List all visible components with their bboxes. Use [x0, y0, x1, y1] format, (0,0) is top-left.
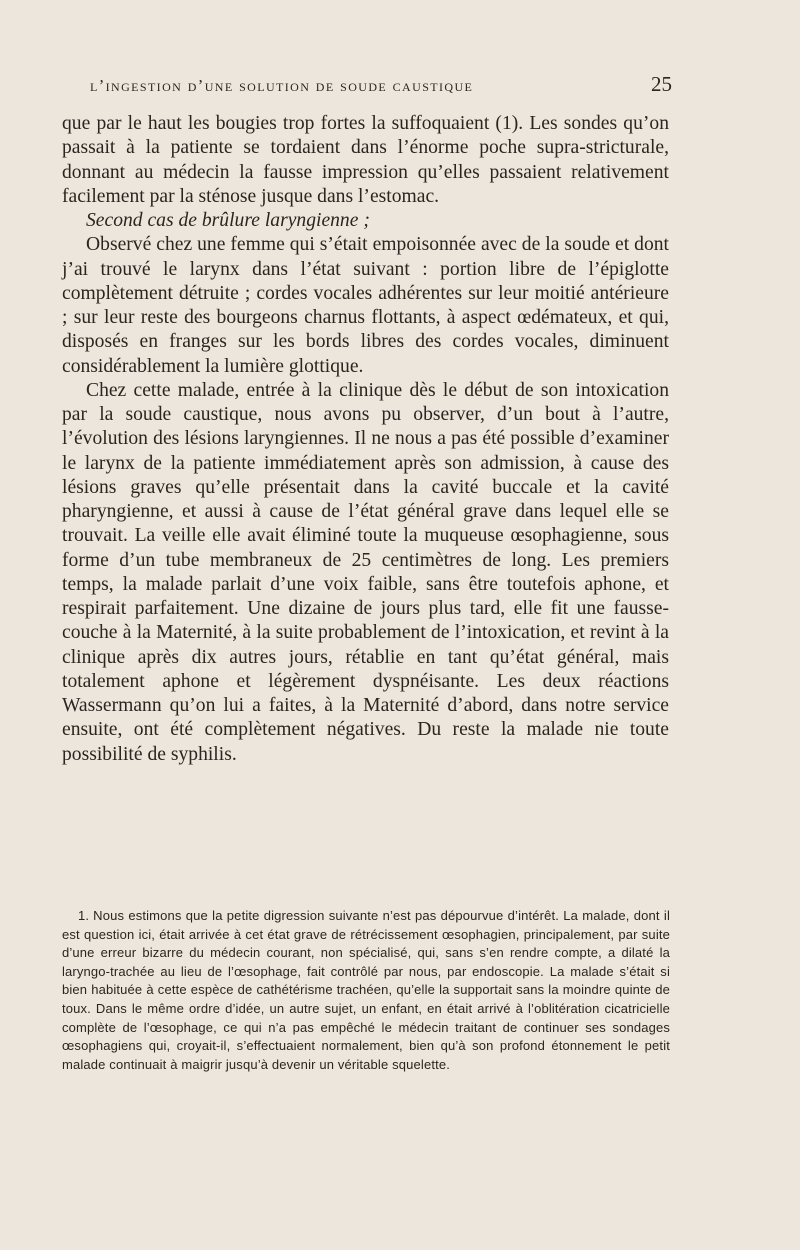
running-title: l’ingestion d’une solution de soude caustique — [90, 76, 474, 95]
footnotes — [62, 907, 670, 1074]
page-header — [90, 72, 672, 97]
section-heading-text: Second cas de brûlure laryngienne ; — [86, 210, 370, 231]
section-heading — [62, 209, 669, 233]
main-text — [62, 112, 669, 767]
paragraph-1: que par le haut les bougies trop fortes la suffoquaient (1). Les sondes qu’on passait à la patiente se tordaient dans l’énorme poche supra-stricturale, donnant au médecin la fausse impression qu’elles passaient relativement facilement par la sténose jusque dans l’estomac. — [62, 113, 669, 207]
paragraph-3: Chez cette malade, entrée à la clinique dès le début de son intoxication par la soude caustique, nous avons pu observer, d’un bout à l’autre, l’évolution des lésions laryngiennes. Il ne nous a pas été possible d’examiner le larynx de la patiente immédiatement après son admission, à cause des lésions graves qu’elle présentait dans la cavité buccale et la cavité pharyngienne, et aussi à cause de l’état général grave dans lequel elle se trouvait. La veille elle avait éliminé toute la muqueuse œsophagienne, sous forme d’un tube membraneux de 25 centimètres de long. Les premiers temps, la malade parlait d’une voix faible, sans être toutefois aphone, et respirait parfaitement. Une dizaine de jours plus tard, elle fit une fausse-couche à la Maternité, à la suite probablement de l’intoxication, et revint à la clinique après dix autres jours, rétablie en tant qu’état général, mais totalement aphone et légèrement dyspnéisante. Les deux réactions Wassermann qu’on lui a faites, à la Maternité d’abord, dans notre service ensuite, ont été complètement négatives. Du reste la malade nie toute possibilité de syphilis. — [62, 379, 669, 765]
footnote-text: Nous estimons que la petite digression suivante n’est pas dépourvue d’intérêt. La malade, dont il est question ici, était arrivée à cet état grave de rétrécissement œsophagien, principalement, par suite d’une erreur bizarre du médecin courant, non spécialisé, qui, sans s’en rendre compte, a dilaté la laryngo-trachée au lieu de l’œsophage, fait contrôlé par nous, par endoscopie. La malade s’était si bien habituée à cette espèce de cathétérisme trachéen, qu’elle la supportait sans la moindre quinte de toux. Dans le même ordre d’idée, un autre sujet, un enfant, en était arrivé à l’oblitération cicatricielle complète de l’œsophage, ce qui n’a pas empêché le médecin traitant de continuer ses sondages œsophagiens qui, croyait-il, s’effectuaient normalement, bien qu’à son profond étonnement le petit malade continuait à maigrir jusqu’à devenir un véritable squelette. — [62, 908, 670, 1072]
footnote-marker: 1. — [78, 908, 90, 923]
paragraph-2: Observé chez une femme qui s’était empoisonnée avec de la soude et dont j’ai trouvé le larynx dans l’état suivant : portion libre de l’épiglotte complètement détruite ; cordes vocales adhérentes sur leur moitié antérieure ; sur leur reste des bourgeons charnus flottants, à aspect œdémateux, et qui, disposés en franges sur les bords libres des cordes vocales, diminuent considérablement la lumière glottique. — [62, 234, 669, 377]
footnote-1 — [62, 907, 670, 1074]
page-number: 25 — [651, 72, 672, 96]
